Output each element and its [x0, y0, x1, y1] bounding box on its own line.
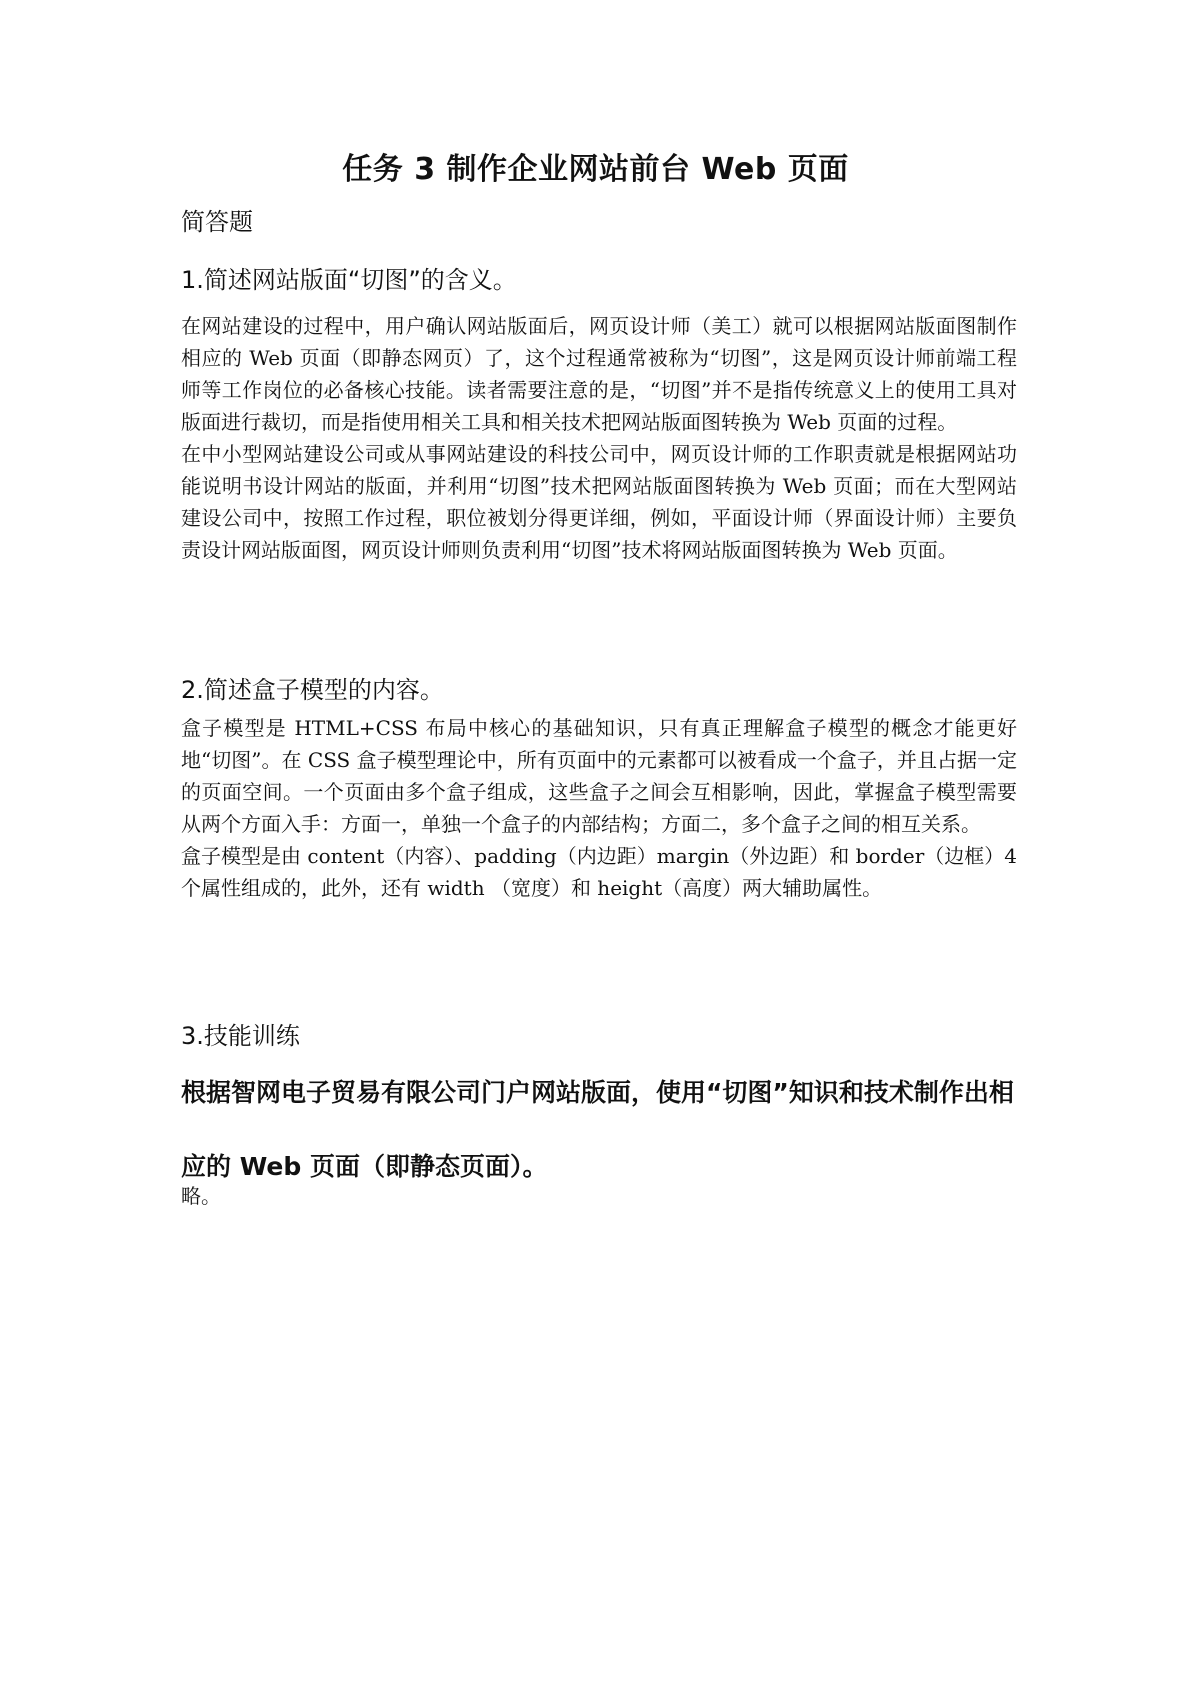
question-3-task: 根据智网电子贸易有限公司门户网站版面，使用“切图”知识和技术制作出相应的 Web 页面（即静态页面）。	[181, 1078, 1014, 1181]
question-3-note: 略。	[181, 1184, 221, 1208]
question-2-answer	[181, 712, 1017, 904]
question-1-paragraph-1: 在网站建设的过程中，用户确认网站版面后，网页设计师（美工）就可以根据网站版面图制作相应的 Web 页面（即静态网页）了，这个过程通常被称为“切图”，这是网页设计师前端工程师等工作岗位的必备核心技能。读者需要注意的是，“切图”并不是指传统意义上的使用工具对版面进行裁切，而是指使用相关工具和相关技术把网站版面图转换为 Web 页面的过程。	[181, 314, 1017, 434]
section-label: 简答题	[181, 208, 253, 236]
document-title: 任务 3 制作企业网站前台 Web 页面	[342, 152, 849, 187]
question-2-heading: 2.简述盒子模型的内容。	[181, 676, 444, 704]
question-1-heading: 1.简述网站版面“切图”的含义。	[181, 266, 517, 294]
question-3-heading: 3.技能训练	[181, 1022, 300, 1050]
question-1-answer	[181, 310, 1017, 566]
question-2-paragraph-2: 盒子模型是由 content（内容）、padding（内边距）margin（外边距）和 border（边框）4 个属性组成的，此外，还有 width （宽度）和 height（高度）两大辅助属性。	[181, 844, 1017, 900]
question-1-paragraph-2: 在中小型网站建设公司或从事网站建设的科技公司中，网页设计师的工作职责就是根据网站功能说明书设计网站的版面，并利用“切图”技术把网站版面图转换为 Web 页面；而在大型网站建设公司中，按照工作过程，职位被划分得更详细，例如，平面设计师（界面设计师）主要负责设计网站版面图，网页设计师则负责利用“切图”技术将网站版面图转换为 Web 页面。	[181, 442, 1017, 562]
question-2-paragraph-1: 盒子模型是 HTML+CSS 布局中核心的基础知识，只有真正理解盒子模型的概念才能更好地“切图”。在 CSS 盒子模型理论中，所有页面中的元素都可以被看成一个盒子，并且占据一定的页面空间。一个页面由多个盒子组成，这些盒子之间会互相影响，因此，掌握盒子模型需要从两个方面入手：方面一，单独一个盒子的内部结构；方面二，多个盒子之间的相互关系。	[181, 716, 1017, 836]
